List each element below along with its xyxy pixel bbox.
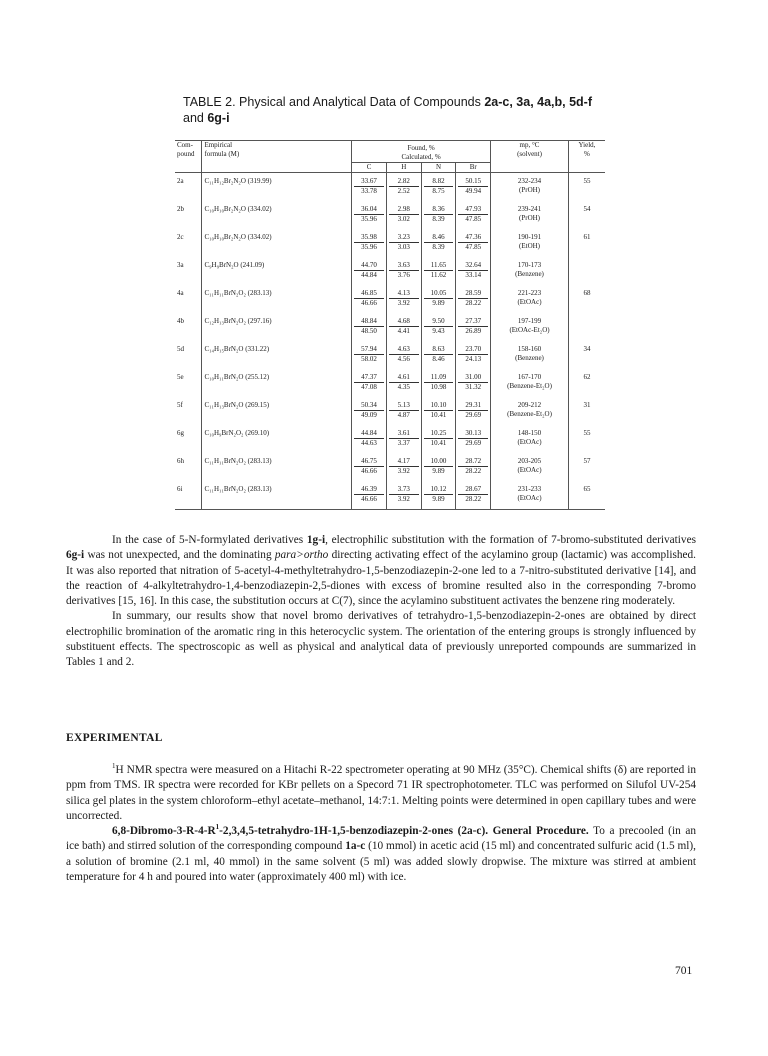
analysis-h bbox=[386, 313, 421, 341]
found-value: 36.04 bbox=[354, 205, 384, 215]
mp-value: 167-170 bbox=[517, 373, 542, 381]
p4-text-c: (10 mmol) in acetic acid (15 ml) and concentrated sulfuric acid (1.5 ml), a solution of bromine (2.1 ml, 40 mmol) in the same solvent (5 ml) was added slowly dropwise. The mixture was stirred at ambient temperature for 4 h and poured into water (approximately 400 ml) with ice. bbox=[66, 840, 697, 884]
p1-compound-ref-1: 1g-i bbox=[306, 534, 326, 546]
found-value: 10.25 bbox=[424, 429, 454, 439]
compound-id: 4a bbox=[175, 285, 202, 313]
melting-point bbox=[491, 173, 569, 202]
empirical-formula: C₁₀H₁₀Br₂N₂O (334.02) bbox=[202, 201, 352, 229]
yield-value: 31 bbox=[568, 397, 605, 425]
procedure-title-b: -2,3,4,5-tetrahydro-1H-1,5-benzodiazepin-2-ones (2a-c). General Procedure. bbox=[219, 825, 589, 838]
melting-point bbox=[491, 453, 569, 481]
calculated-value: 29.69 bbox=[465, 439, 482, 447]
calculated-value: 3.76 bbox=[397, 271, 410, 279]
found-value: 31.00 bbox=[458, 373, 488, 383]
compound-id: 6i bbox=[175, 481, 202, 510]
compound-id: 4b bbox=[175, 313, 202, 341]
yield-value: 62 bbox=[568, 369, 605, 397]
analysis-h bbox=[386, 397, 421, 425]
caption-and: and bbox=[183, 111, 208, 125]
found-value: 2.82 bbox=[389, 177, 419, 187]
analysis-br bbox=[456, 201, 491, 229]
empirical-formula: C₁₂H₁₃BrN₂O₂ (297.16) bbox=[202, 313, 352, 341]
analysis-n bbox=[421, 341, 456, 369]
compound-id: 2c bbox=[175, 229, 202, 257]
table-row bbox=[175, 481, 605, 510]
found-value: 3.63 bbox=[389, 261, 419, 271]
calculated-value: 44.63 bbox=[361, 439, 377, 447]
found-value: 8.46 bbox=[424, 233, 454, 243]
header-br: Br bbox=[456, 163, 491, 173]
analysis-br bbox=[456, 481, 491, 510]
calculated-value: 47.08 bbox=[361, 383, 377, 391]
mp-value: 231-233 bbox=[517, 485, 542, 493]
empirical-formula: C₁₁H₁₁BrN₂O₂ (283.13) bbox=[202, 285, 352, 313]
paragraph-summary: In summary, our results show that novel bromo derivatives of tetrahydro-1,5-benzodiazepin-2-ones are obtained by direct electrophilic bromination of the aromatic ring in this heterocyclic system. The orientation of the entering groups is strongly influenced by substituent effects. The spectroscopic as well as physical and analytical data of previously unreported compounds are summarized in Tables 1 and 2. bbox=[66, 610, 696, 669]
p1-text-a: In the case of 5-N-formylated derivatives bbox=[112, 534, 307, 546]
found-value: 4.68 bbox=[389, 317, 419, 327]
compound-id: 5d bbox=[175, 341, 202, 369]
mp-value: 170-173 bbox=[517, 261, 542, 269]
empirical-formula: C₁₁H₁₃BrN₂O (269.15) bbox=[202, 397, 352, 425]
compound-id: 3a bbox=[175, 257, 202, 285]
calculated-value: 24.13 bbox=[465, 355, 482, 363]
analysis-h bbox=[386, 481, 421, 510]
melting-point bbox=[491, 285, 569, 313]
solvent: (EtOAc-Et₂O) bbox=[509, 326, 550, 334]
p1-text-e: was not unexpected, and the dominating bbox=[84, 549, 275, 562]
analysis-c bbox=[352, 313, 387, 341]
caption-compounds-2: 6g-i bbox=[207, 111, 230, 125]
header-compound: Com- pound bbox=[175, 141, 202, 173]
yield-value: 54 bbox=[568, 201, 605, 229]
found-value: 23.70 bbox=[458, 345, 488, 355]
analysis-c bbox=[352, 481, 387, 510]
analysis-br bbox=[456, 397, 491, 425]
mp-value: 203-205 bbox=[517, 457, 542, 465]
p4-compound-ref: 1a-c bbox=[345, 840, 366, 853]
p1-compound-ref-2: 6g-i bbox=[66, 549, 85, 562]
calculated-value: 9.89 bbox=[432, 467, 445, 475]
found-value: 27.37 bbox=[458, 317, 488, 327]
analysis-c bbox=[352, 369, 387, 397]
found-value: 32.64 bbox=[458, 261, 488, 271]
mp-value: 148-150 bbox=[517, 429, 542, 437]
calculated-value: 8.75 bbox=[432, 187, 445, 195]
found-value: 44.84 bbox=[354, 429, 384, 439]
yield-value: 34 bbox=[568, 341, 605, 369]
compound-id: 6g bbox=[175, 425, 202, 453]
section-heading-experimental: EXPERIMENTAL bbox=[66, 732, 163, 744]
solvent: (PrOH) bbox=[519, 214, 541, 222]
calculated-value: 8.46 bbox=[432, 355, 445, 363]
table-row bbox=[175, 341, 605, 369]
analysis-n bbox=[421, 481, 456, 510]
table-row bbox=[175, 257, 605, 285]
solvent: (EtOAc) bbox=[517, 466, 542, 474]
calculated-value: 3.92 bbox=[397, 495, 410, 503]
empirical-formula: C₁₀H₁₁BrN₂O (255.12) bbox=[202, 369, 352, 397]
found-value: 8.36 bbox=[424, 205, 454, 215]
header-c: C bbox=[352, 163, 387, 173]
mp-value: 239-241 bbox=[517, 205, 542, 213]
page-number: 701 bbox=[675, 965, 693, 977]
analysis-c bbox=[352, 201, 387, 229]
found-value: 10.00 bbox=[424, 457, 454, 467]
mp-value: 232-234 bbox=[517, 177, 542, 185]
solvent: (Benzene-Et₂O) bbox=[507, 410, 552, 418]
calculated-value: 4.41 bbox=[397, 327, 410, 335]
header-n: N bbox=[421, 163, 456, 173]
analysis-n bbox=[421, 285, 456, 313]
found-value: 46.75 bbox=[354, 457, 384, 467]
analysis-c bbox=[352, 285, 387, 313]
yield-value: 55 bbox=[568, 173, 605, 202]
found-value: 33.67 bbox=[354, 177, 384, 187]
melting-point bbox=[491, 425, 569, 453]
found-value: 8.63 bbox=[424, 345, 454, 355]
found-value: 5.13 bbox=[389, 401, 419, 411]
calculated-value: 46.66 bbox=[361, 299, 377, 307]
found-value: 9.50 bbox=[424, 317, 454, 327]
found-value: 50.34 bbox=[354, 401, 384, 411]
solvent: (EtOAc) bbox=[517, 298, 542, 306]
procedure-title-a: 6,8-Dibromo-3-R-4-R bbox=[112, 825, 216, 838]
calculated-value: 10.41 bbox=[430, 411, 447, 419]
table-caption bbox=[183, 94, 623, 126]
calculated-value: 9.43 bbox=[432, 327, 445, 335]
analysis-h bbox=[386, 285, 421, 313]
found-value: 4.63 bbox=[389, 345, 419, 355]
calculated-value: 29.69 bbox=[465, 411, 482, 419]
calculated-value: 10.41 bbox=[430, 439, 447, 447]
analysis-c bbox=[352, 425, 387, 453]
melting-point bbox=[491, 397, 569, 425]
empirical-formula: C₁₁H₁₁BrN₂O₂ (283.13) bbox=[202, 481, 352, 510]
compound-id: 5f bbox=[175, 397, 202, 425]
analysis-br bbox=[456, 229, 491, 257]
table-row bbox=[175, 397, 605, 425]
yield-value: 57 bbox=[568, 453, 605, 481]
found-value: 35.98 bbox=[354, 233, 384, 243]
found-value: 3.23 bbox=[389, 233, 419, 243]
procedure-title-sup: 1 bbox=[215, 823, 220, 832]
analysis-c bbox=[352, 453, 387, 481]
yield-value bbox=[568, 313, 605, 341]
analysis-h bbox=[386, 453, 421, 481]
compound-id: 5e bbox=[175, 369, 202, 397]
analysis-br bbox=[456, 313, 491, 341]
solvent: (Benzene) bbox=[515, 354, 544, 362]
empirical-formula: C₁₁H₁₁BrN₂O₂ (283.13) bbox=[202, 453, 352, 481]
calculated-value: 33.14 bbox=[465, 271, 482, 279]
found-value: 28.59 bbox=[458, 289, 488, 299]
empirical-formula: C₁₁H₁₂Br₂N₂O (319.99) bbox=[202, 173, 352, 202]
melting-point bbox=[491, 481, 569, 510]
yield-value: 65 bbox=[568, 481, 605, 510]
analysis-c bbox=[352, 397, 387, 425]
body-text-experimental bbox=[66, 763, 696, 885]
p4-text-a: To a precooled (in an ice bath) and stirred solution of the corresponding compound bbox=[66, 825, 696, 853]
calculated-value: 46.66 bbox=[361, 467, 377, 475]
header-found-calculated: Found, % Calculated, % bbox=[352, 141, 491, 163]
calculated-value: 35.96 bbox=[361, 243, 377, 251]
table-row bbox=[175, 453, 605, 481]
yield-value: 68 bbox=[568, 285, 605, 313]
found-value: 47.37 bbox=[354, 373, 384, 383]
calculated-value: 9.89 bbox=[432, 299, 445, 307]
header-formula: Empirical formula (M) bbox=[202, 141, 352, 173]
paragraph-methods bbox=[66, 763, 696, 824]
analysis-h bbox=[386, 425, 421, 453]
calculated-value: 11.62 bbox=[430, 271, 447, 279]
analysis-br bbox=[456, 173, 491, 202]
analysis-h bbox=[386, 173, 421, 202]
calculated-value: 3.92 bbox=[397, 299, 410, 307]
found-value: 57.94 bbox=[354, 345, 384, 355]
solvent: (PrOH) bbox=[519, 186, 541, 194]
calculated-value: 3.03 bbox=[397, 243, 410, 251]
p1-text-g: directing activating effect of the acylamino group (lactamic) was accomplished. It was also reported that nitration of 5-acetyl-4-methyltetrahydro-1,5-benzodiazepin-2-one led to a 7-nitro-substituted derivative [14], and the reaction of 4-alkyltetrahydro-1,4-benzodiazepin-2,5-diones with excess of bromine resulted also in the corresponding 7-bromo derivatives [15, 16]. In this case, the substitution occurs at C(7), since the acylamino substituent activates the benzene ring moderately. bbox=[66, 549, 697, 608]
empirical-formula: C₉H₉BrN₂O (241.09) bbox=[202, 257, 352, 285]
analysis-n bbox=[421, 425, 456, 453]
analysis-n bbox=[421, 369, 456, 397]
found-value: 29.31 bbox=[458, 401, 488, 411]
analysis-c bbox=[352, 257, 387, 285]
found-value: 30.13 bbox=[458, 429, 488, 439]
analysis-h bbox=[386, 257, 421, 285]
calculated-value: 44.84 bbox=[361, 271, 377, 279]
table-body bbox=[175, 173, 605, 510]
table-row bbox=[175, 201, 605, 229]
melting-point bbox=[491, 257, 569, 285]
analysis-h bbox=[386, 229, 421, 257]
calculated-value: 4.56 bbox=[397, 355, 410, 363]
found-value: 44.70 bbox=[354, 261, 384, 271]
found-value: 48.84 bbox=[354, 317, 384, 327]
calculated-value: 4.35 bbox=[397, 383, 410, 391]
melting-point bbox=[491, 369, 569, 397]
melting-point bbox=[491, 341, 569, 369]
procedure-title bbox=[112, 825, 589, 837]
found-value: 8.82 bbox=[424, 177, 454, 187]
found-value: 10.10 bbox=[424, 401, 454, 411]
analysis-c bbox=[352, 229, 387, 257]
calculated-value: 26.89 bbox=[465, 327, 482, 335]
solvent: (Benzene) bbox=[515, 270, 544, 278]
calculated-value: 48.50 bbox=[361, 327, 377, 335]
analysis-n bbox=[421, 257, 456, 285]
found-value: 10.05 bbox=[424, 289, 454, 299]
found-value: 46.85 bbox=[354, 289, 384, 299]
empirical-formula: C₁₄H₁₅BrN₂O (331.22) bbox=[202, 341, 352, 369]
table-row bbox=[175, 425, 605, 453]
calculated-value: 35.96 bbox=[361, 215, 377, 223]
mp-value: 190-191 bbox=[517, 233, 542, 241]
calculated-value: 3.37 bbox=[397, 439, 410, 447]
p3-superscript: 1 bbox=[112, 762, 116, 771]
table-row bbox=[175, 313, 605, 341]
analysis-br bbox=[456, 425, 491, 453]
solvent: (EtOH) bbox=[519, 242, 541, 250]
empirical-formula: C₁₀H₉BrN₂O₂ (269.10) bbox=[202, 425, 352, 453]
p1-text-c: , electrophilic substitution with the formation of 7-bromo-substituted derivatives bbox=[325, 534, 696, 546]
calculated-value: 3.92 bbox=[397, 467, 410, 475]
yield-value bbox=[568, 257, 605, 285]
found-value: 2.98 bbox=[389, 205, 419, 215]
solvent: (EtOAc) bbox=[517, 438, 542, 446]
analysis-c bbox=[352, 173, 387, 202]
calculated-value: 9.89 bbox=[432, 495, 445, 503]
analysis-br bbox=[456, 341, 491, 369]
calculated-value: 49.94 bbox=[465, 187, 482, 195]
calculated-value: 8.39 bbox=[432, 243, 445, 251]
found-value: 28.72 bbox=[458, 457, 488, 467]
analysis-n bbox=[421, 173, 456, 202]
found-value: 47.93 bbox=[458, 205, 488, 215]
analysis-c bbox=[352, 341, 387, 369]
found-value: 4.13 bbox=[389, 289, 419, 299]
data-table bbox=[175, 140, 605, 510]
calculated-value: 58.02 bbox=[361, 355, 377, 363]
analysis-n bbox=[421, 453, 456, 481]
mp-value: 221-223 bbox=[517, 289, 542, 297]
mp-value: 209-212 bbox=[517, 401, 542, 409]
calculated-value: 28.22 bbox=[465, 299, 482, 307]
calculated-value: 31.32 bbox=[465, 383, 482, 391]
analysis-h bbox=[386, 369, 421, 397]
mp-value: 197-199 bbox=[517, 317, 542, 325]
found-value: 10.12 bbox=[424, 485, 454, 495]
melting-point bbox=[491, 201, 569, 229]
yield-value: 55 bbox=[568, 425, 605, 453]
caption-compounds: 2a-c, 3a, 4a,b, 5d-f bbox=[484, 95, 593, 109]
found-value: 4.17 bbox=[389, 457, 419, 467]
header-mp: mp, °C (solvent) bbox=[491, 141, 569, 173]
empirical-formula: C₁₀H₁₀Br₂N₂O (334.02) bbox=[202, 229, 352, 257]
melting-point bbox=[491, 313, 569, 341]
found-value: 11.09 bbox=[424, 373, 454, 383]
calculated-value: 8.39 bbox=[432, 215, 445, 223]
found-value: 3.61 bbox=[389, 429, 419, 439]
p3-text: H NMR spectra were measured on a Hitachi R-22 spectrometer operating at 90 MHz (35°C). Chemical shifts (δ) are reported in ppm from TMS. IR spectra were recorded for KBr pellets on a Specord 71 IR spectrophotometer. TLC was performed on Silufol UV-254 silica gel plates in the system chloroform–ethyl acetate–methanol, 14:7:1. Melting points were determined in open capillary tubes and were uncorrected. bbox=[66, 764, 696, 822]
analysis-br bbox=[456, 257, 491, 285]
calculated-value: 2.52 bbox=[397, 187, 410, 195]
paragraph-procedure bbox=[66, 824, 696, 885]
analysis-n bbox=[421, 313, 456, 341]
calculated-value: 3.02 bbox=[397, 215, 410, 223]
solvent: (EtOAc) bbox=[517, 494, 542, 502]
found-value: 46.39 bbox=[354, 485, 384, 495]
calculated-value: 10.98 bbox=[430, 383, 447, 391]
calculated-value: 47.85 bbox=[465, 243, 482, 251]
p1-italic: para>ortho bbox=[274, 549, 329, 562]
analysis-n bbox=[421, 201, 456, 229]
calculated-value: 28.22 bbox=[465, 467, 482, 475]
body-text-discussion bbox=[66, 533, 696, 671]
calculated-value: 33.78 bbox=[361, 187, 377, 195]
header-yield: Yield, % bbox=[568, 141, 605, 173]
calculated-value: 49.09 bbox=[361, 411, 377, 419]
table-row bbox=[175, 229, 605, 257]
analysis-n bbox=[421, 397, 456, 425]
calculated-value: 46.66 bbox=[361, 495, 377, 503]
paragraph-formylated bbox=[66, 533, 696, 609]
analysis-br bbox=[456, 285, 491, 313]
caption-text: TABLE 2. Physical and Analytical Data of Compounds bbox=[183, 95, 485, 109]
header-h: H bbox=[386, 163, 421, 173]
found-value: 50.15 bbox=[458, 177, 488, 187]
found-value: 11.65 bbox=[424, 261, 454, 271]
compound-id: 2a bbox=[175, 173, 202, 202]
found-value: 47.36 bbox=[458, 233, 488, 243]
analysis-br bbox=[456, 453, 491, 481]
found-value: 4.61 bbox=[389, 373, 419, 383]
found-value: 3.73 bbox=[389, 485, 419, 495]
found-value: 28.67 bbox=[458, 485, 488, 495]
compound-id: 6h bbox=[175, 453, 202, 481]
compound-id: 2b bbox=[175, 201, 202, 229]
analysis-n bbox=[421, 229, 456, 257]
table-row bbox=[175, 285, 605, 313]
calculated-value: 47.85 bbox=[465, 215, 482, 223]
analysis-h bbox=[386, 201, 421, 229]
table-row bbox=[175, 369, 605, 397]
solvent: (Benzene-Et₂O) bbox=[507, 382, 552, 390]
calculated-value: 4.87 bbox=[397, 411, 410, 419]
calculated-value: 28.22 bbox=[465, 495, 482, 503]
table-row bbox=[175, 173, 605, 202]
melting-point bbox=[491, 229, 569, 257]
analysis-h bbox=[386, 341, 421, 369]
yield-value: 61 bbox=[568, 229, 605, 257]
analysis-br bbox=[456, 369, 491, 397]
mp-value: 158-160 bbox=[517, 345, 542, 353]
